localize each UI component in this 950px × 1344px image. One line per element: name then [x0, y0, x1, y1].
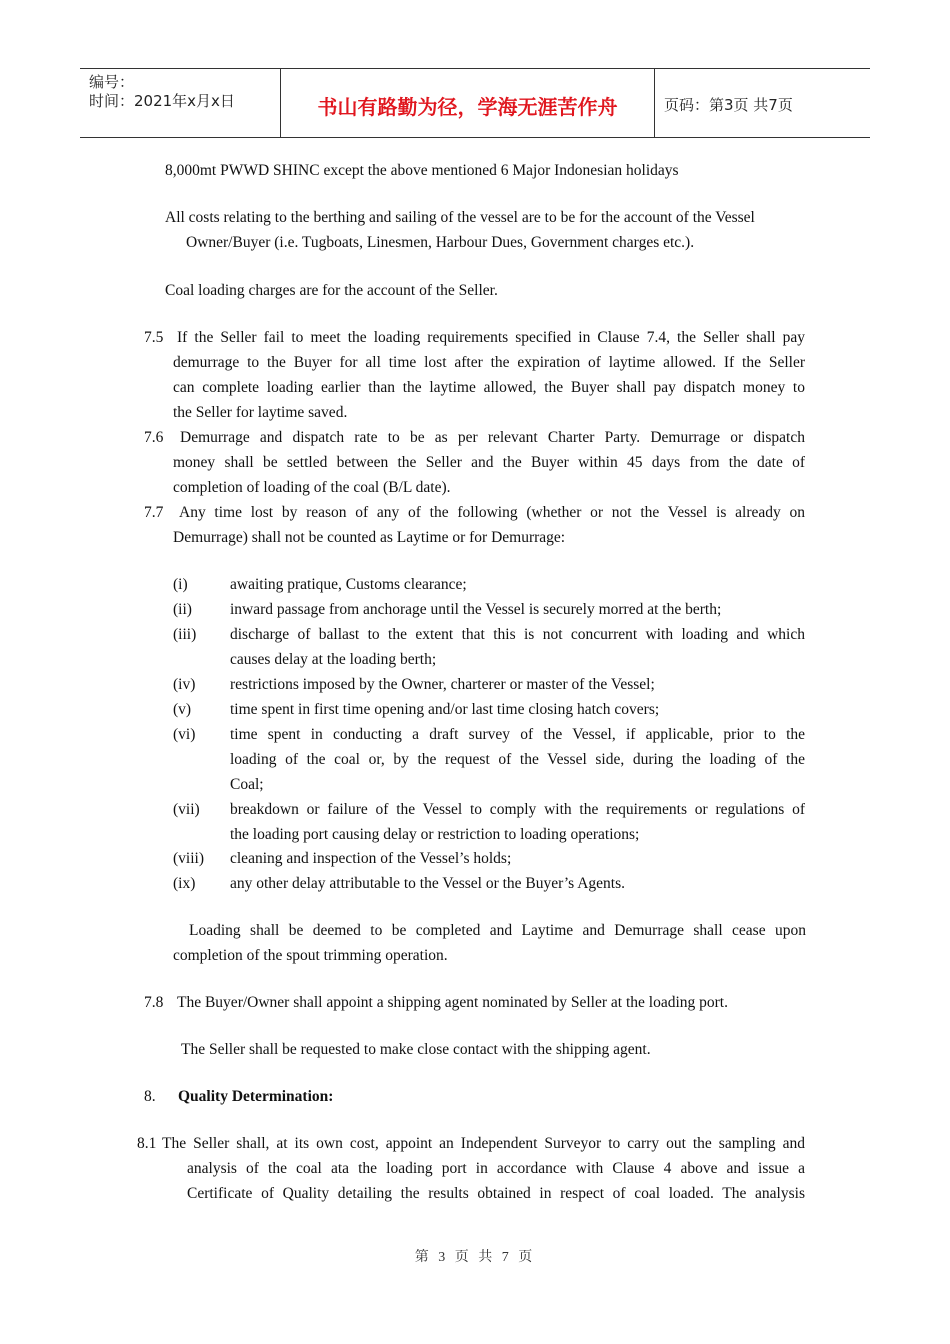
- list-item-text: time spent in first time opening and/or last time closing hatch covers;: [230, 701, 660, 718]
- clause-8-1-line1: The Seller shall, at its own cost, appoint an Independent Surveyor to carry out the sampling and: [162, 1135, 805, 1152]
- list-item-number: (iii): [173, 626, 197, 643]
- list-item-number: (ix): [173, 875, 196, 892]
- page-header: [80, 68, 870, 138]
- list-item-text: loading of the coal or, by the request of the Vessel side, during the loading of the: [230, 751, 805, 768]
- list-item-text: awaiting pratique, Customs clearance;: [230, 576, 467, 593]
- loading-completion-line1: Loading shall be deemed to be completed and Laytime and Demurrage shall cease upon: [189, 922, 806, 939]
- clause-number: 7.8: [144, 994, 164, 1011]
- list-item-number: (iv): [173, 676, 196, 693]
- motto-text: 书山有路勤为径，学海无涯苦作舟: [317, 95, 618, 119]
- clause-7-7-line2: Demurrage) shall not be counted as Laytime or for Demurrage:: [173, 529, 566, 546]
- section-number: 8.: [144, 1088, 156, 1105]
- clause-7-5-line2: demurrage to the Buyer for all time lost after the expiration of laytime allowed. If the Seller: [173, 354, 805, 371]
- list-item-text: inward passage from anchorage until the Vessel is securely morred at the berth;: [230, 601, 722, 618]
- clause-7-8-text: The Buyer/Owner shall appoint a shipping agent nominated by Seller at the loading port.: [177, 994, 728, 1011]
- header-info-cell: [80, 69, 281, 137]
- clause-8-1-line2: analysis of the coal ata the loading port in accordance with Clause 4 above and issue a: [187, 1160, 805, 1177]
- list-item-number: (ii): [173, 601, 192, 618]
- clause-7-5-line4: the Seller for laytime saved.: [173, 404, 348, 421]
- clause-7-7-line1: Any time lost by reason of any of the following (whether or not the Vessel is already on: [179, 504, 805, 521]
- list-item-number: (viii): [173, 850, 204, 867]
- clause-number: 7.7: [144, 504, 164, 521]
- footer-page-number: 第 3 页 共 7 页: [414, 1250, 536, 1265]
- list-item-text: any other delay attributable to the Vessel or the Buyer’s Agents.: [230, 875, 626, 892]
- header-motto-cell: [281, 69, 655, 137]
- clause-7-5-line3: can complete loading earlier than the laytime allowed, the Buyer shall pay dispatch money to: [173, 379, 805, 396]
- page-label: 页码：第3页 共7页: [664, 96, 793, 114]
- loading-completion-line2: completion of the spout trimming operation.: [173, 947, 448, 964]
- clause-7-5-line1: If the Seller fail to meet the loading requirements specified in Clause 7.4, the Seller shall pay: [177, 329, 805, 346]
- clause-7-6-line2: money shall be settled between the Seller and the Buyer within 45 days from the date of: [173, 454, 805, 471]
- header-page-cell: [655, 69, 870, 137]
- clause-number: 7.6: [144, 429, 164, 446]
- list-item-text: restrictions imposed by the Owner, charterer or master of the Vessel;: [230, 676, 655, 693]
- list-item-text: causes delay at the loading berth;: [230, 651, 437, 668]
- list-item-text: breakdown or failure of the Vessel to comply with the requirements or regulations of: [230, 801, 805, 818]
- clause-number: 8.1: [137, 1135, 157, 1152]
- list-item-number: (vii): [173, 801, 200, 818]
- list-item-text: cleaning and inspection of the Vessel’s holds;: [230, 850, 512, 867]
- list-item-number: (i): [173, 576, 188, 593]
- costs-paragraph-line2: Owner/Buyer (i.e. Tugboats, Linesmen, Harbour Dues, Government charges etc.).: [186, 234, 695, 251]
- list-item-text: Coal;: [230, 776, 264, 793]
- clause-7-6-line3: completion of loading of the coal (B/L date).: [173, 479, 451, 496]
- list-item-text: the loading port causing delay or restriction to loading operations;: [230, 826, 640, 843]
- clause-7-8-paragraph2: The Seller shall be requested to make close contact with the shipping agent.: [181, 1041, 651, 1058]
- clause-7-6-line1: Demurrage and dispatch rate to be as per relevant Charter Party. Demurrage or dispatch: [180, 429, 805, 446]
- section-title: Quality Determination:: [178, 1088, 334, 1105]
- clause-number: 7.5: [144, 329, 164, 346]
- page-footer: [0, 1246, 950, 1266]
- list-item-text: time spent in conducting a draft survey of the Vessel, if applicable, prior to the: [230, 726, 805, 743]
- serial-label: 编号：: [89, 73, 135, 91]
- coal-charges-paragraph: Coal loading charges are for the account of the Seller.: [165, 282, 498, 299]
- list-item-number: (v): [173, 701, 192, 718]
- list-item-number: (vi): [173, 726, 196, 743]
- costs-paragraph-line1: All costs relating to the berthing and sailing of the vessel are to be for the account of the Vessel: [165, 209, 755, 226]
- rate-paragraph: 8,000mt PWWD SHINC except the above mentioned 6 Major Indonesian holidays: [165, 162, 679, 179]
- list-item-text: discharge of ballast to the extent that this is not concurrent with loading and which: [230, 626, 805, 643]
- clause-8-1-line3: Certificate of Quality detailing the results obtained in respect of coal loaded. The analysis: [187, 1185, 805, 1202]
- time-label: 时间：2021年x月x日: [89, 92, 235, 110]
